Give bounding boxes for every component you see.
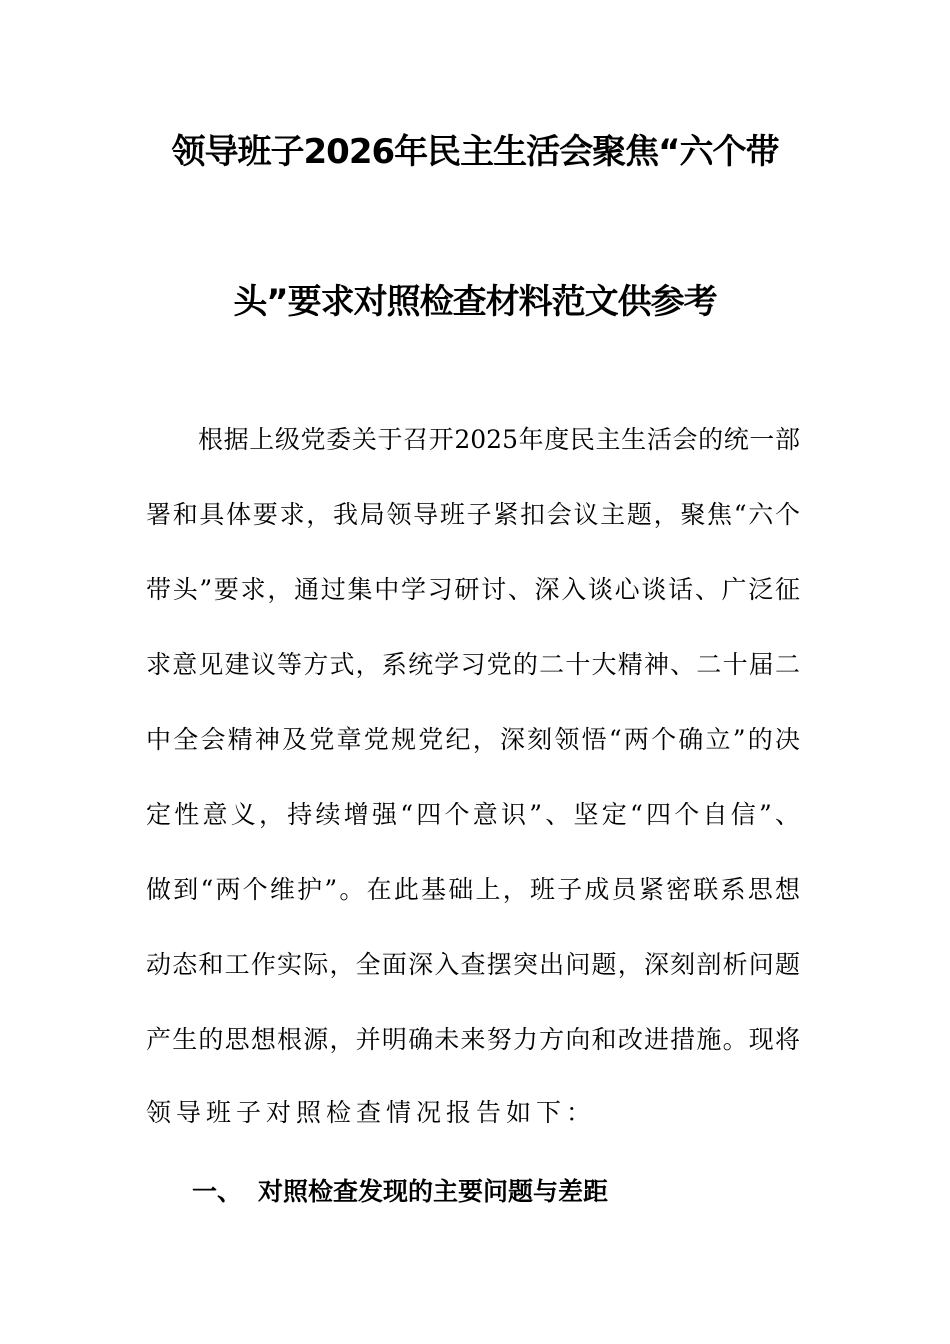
- document-title-line-1: 领导班子2026年民主生活会聚焦“六个带: [171, 132, 779, 172]
- paragraph-line: 动态和工作实际，全面深入查摆突出问题，深刻剖析问题: [146, 950, 800, 979]
- paragraph-line: 产生的思想根源，并明确未来努力方向和改进措施。现将: [146, 1025, 800, 1054]
- paragraph-line: 定性意义，持续增强“四个意识”、坚定“四个自信”、: [146, 800, 800, 829]
- document-title-line-2: 头”要求对照检查材料范文供参考: [233, 282, 717, 322]
- paragraph-line: 带头”要求，通过集中学习研讨、深入谈心谈话、广泛征: [146, 575, 800, 604]
- paragraph-line: 署和具体要求，我局领导班子紧扣会议主题，聚焦“六个: [146, 500, 800, 529]
- paragraph-line: 做到“两个维护”。在此基础上，班子成员紧密联系思想: [146, 875, 800, 904]
- paragraph-line: 根据上级党委关于召开2025年度民主生活会的统一部: [198, 425, 800, 454]
- paragraph-line: 领导班子对照检查情况报告如下：: [146, 1098, 597, 1127]
- section-title: 对照检查发现的主要问题与差距: [258, 1177, 609, 1206]
- section-number: 一、: [192, 1177, 243, 1206]
- paragraph-line: 求意见建议等方式，系统学习党的二十大精神、二十届二: [146, 650, 800, 679]
- paragraph-line: 中全会精神及党章党规党纪，深刻领悟“两个确立”的决: [146, 725, 800, 754]
- section-heading: [192, 1177, 608, 1207]
